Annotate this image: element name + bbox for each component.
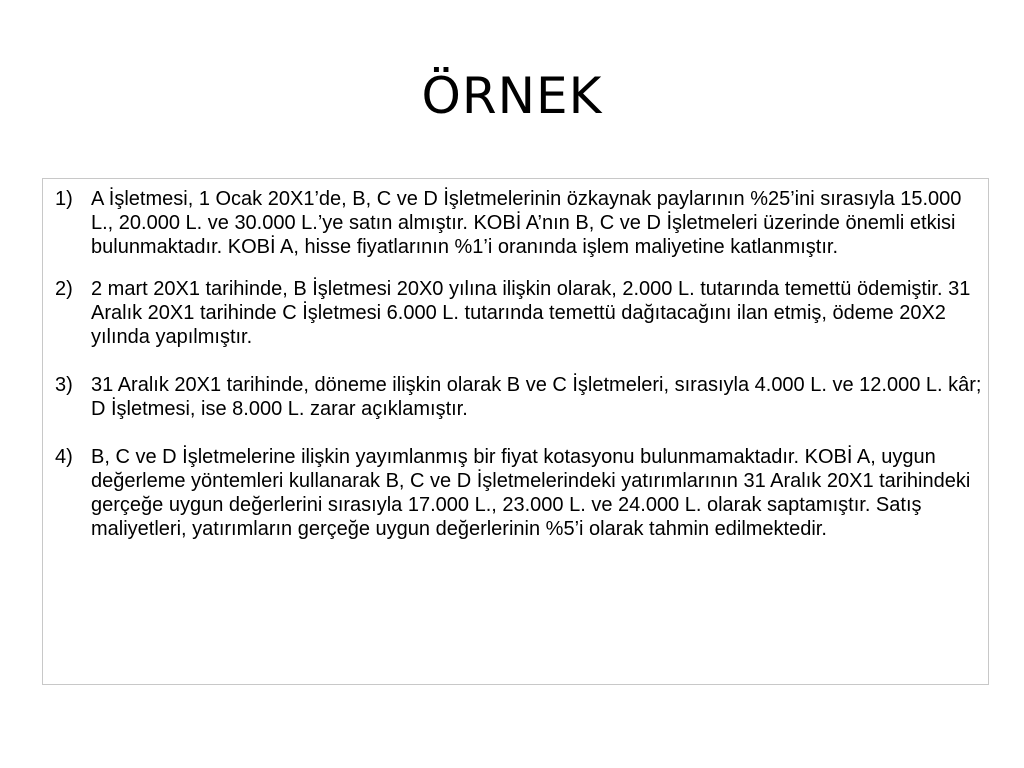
- content-box: [42, 178, 989, 685]
- list-item-text: A İşletmesi, 1 Ocak 20X1’de, B, C ve D İşletmelerinin özkaynak paylarının %25’ini sırasıyla 15.000 L., 20.000 L. ve 30.000 L.’ye satın almıştır. KOBİ A’nın B, C ve D İşletmeleri üzerinde önemli etkisi bulunmaktadır. KOBİ A, hisse fiyatlarının %1’i oranında işlem maliyetine katlanmıştır.: [91, 188, 962, 258]
- list-item: [55, 187, 985, 259]
- list-item-number: 3): [55, 374, 73, 396]
- list-item: [55, 445, 985, 541]
- list-item-number: 2): [55, 278, 73, 300]
- numbered-list: [55, 181, 985, 565]
- list-item-number: 1): [55, 188, 73, 210]
- list-item-text: 31 Aralık 20X1 tarihinde, döneme ilişkin olarak B ve C İşletmeleri, sırasıyla 4.000 L. ve 12.000 L. kâr; D İşletmesi, ise 8.000 L. zarar açıklamıştır.: [91, 374, 982, 420]
- slide-title: ÖRNEK: [421, 67, 603, 125]
- list-item-number: 4): [55, 446, 73, 468]
- list-item-text: B, C ve D İşletmelerine ilişkin yayımlanmış bir fiyat kotasyonu bulunmamaktadır. KOBİ A, uygun değerleme yöntemleri kullanarak B, C ve D İşletmelerindeki yatırımlarının 31 Aralık 20X1 tarihindeki gerçeğe uygun değerlerini sırasıyla 17.000 L., 23.000 L. ve 24.000 L. olarak saptamıştır. Satış maliyetleri, yatırımların gerçeğe uygun değerlerinin %5’i olarak tahmin edilmektedir.: [91, 446, 971, 540]
- list-item: [55, 373, 985, 421]
- list-item-text: 2 mart 20X1 tarihinde, B İşletmesi 20X0 yılına ilişkin olarak, 2.000 L. tutarında temettü ödemiştir. 31 Aralık 20X1 tarihinde C İşletmesi 6.000 L. tutarında temettü dağıtacağını ilan etmiş, ödeme 20X2 yılında yapılmıştır.: [91, 278, 971, 348]
- list-item: [55, 277, 985, 349]
